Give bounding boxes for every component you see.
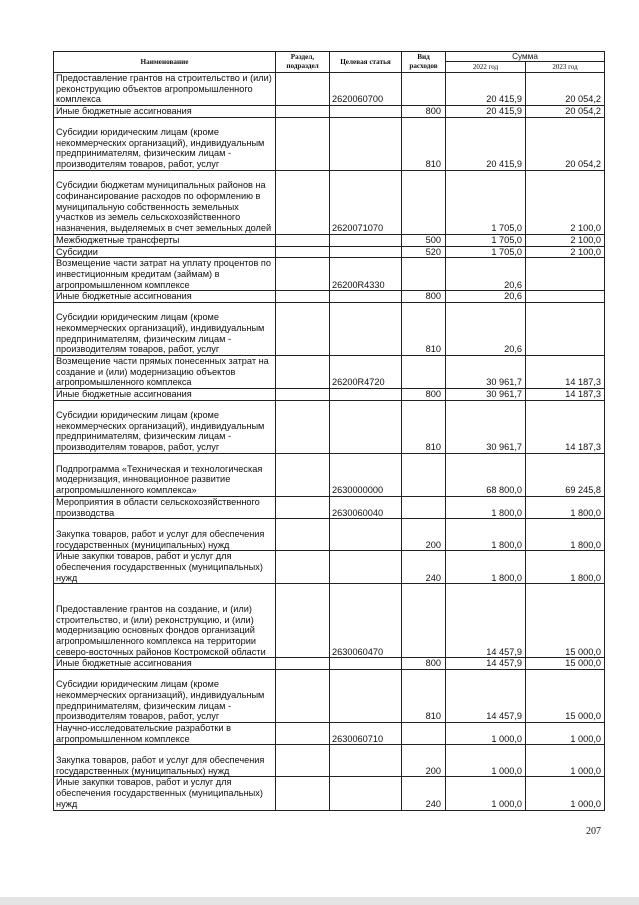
column-header-sum: Сумма <box>446 52 605 62</box>
row-target-article <box>330 658 402 670</box>
row-sum-2022: 14 457,9 <box>446 584 526 658</box>
row-sum-2022: 1 705,0 <box>446 234 526 246</box>
row-section <box>276 170 330 234</box>
page-number: 207 <box>586 826 601 837</box>
row-sum-2022: 20 415,9 <box>446 106 526 118</box>
table-row <box>54 291 605 303</box>
row-sum-2022: 20,6 <box>446 258 526 291</box>
table-row <box>54 106 605 118</box>
table-row <box>54 777 605 810</box>
row-section <box>276 519 330 551</box>
row-target-article <box>330 670 402 723</box>
row-sum-2022: 1 000,0 <box>446 777 526 810</box>
row-section <box>276 117 330 170</box>
row-sum-2023: 20 054,2 <box>526 106 605 118</box>
row-name: Иные бюджетные ассигнования <box>54 106 276 118</box>
table-row <box>54 234 605 246</box>
row-sum-2023: 14 187,3 <box>526 356 605 389</box>
table-row <box>54 117 605 170</box>
row-section <box>276 670 330 723</box>
row-target-article <box>330 551 402 584</box>
row-name: Межбюджетные трансферты <box>54 234 276 246</box>
row-name: Иные закупки товаров, работ и услуг для обеспечения государственных (муниципальных) нужд <box>54 777 276 810</box>
row-expense-type: 800 <box>402 658 446 670</box>
row-expense-type: 200 <box>402 519 446 551</box>
row-name: Подпрограмма «Техническая и технологическая модернизация, инновационное развитие агропромышленного комплекса» <box>54 453 276 496</box>
row-name: Субсидии бюджетам муниципальных районов на софинансирование расходов по оформлению в муниципальную собственность земельных участков из земель сельскохозяйственного назначения, выделяемых в счет земельных долей <box>54 170 276 234</box>
row-sum-2023: 1 000,0 <box>526 723 605 745</box>
row-name: Мероприятия в области сельскохозяйственного производства <box>54 496 276 518</box>
row-expense-type: 810 <box>402 117 446 170</box>
table-row <box>54 389 605 401</box>
column-header-target: Целевая статья <box>330 52 402 73</box>
row-target-article <box>330 519 402 551</box>
column-header-section: Раздел, подраздел <box>276 52 330 73</box>
row-name: Возмещение части прямых понесенных затрат на создание и (или) модернизацию объектов агропромышленного комплекса <box>54 356 276 389</box>
scan-edge-strip <box>0 897 639 905</box>
row-target-article <box>330 389 402 401</box>
row-target-article: 2630060470 <box>330 584 402 658</box>
table-row <box>54 453 605 496</box>
row-name: Закупка товаров, работ и услуг для обеспечения государственных (муниципальных) нужд <box>54 745 276 777</box>
row-target-article <box>330 246 402 258</box>
row-sum-2023: 2 100,0 <box>526 170 605 234</box>
row-section <box>276 258 330 291</box>
row-target-article <box>330 745 402 777</box>
row-expense-type: 520 <box>402 246 446 258</box>
row-sum-2023 <box>526 291 605 303</box>
row-section <box>276 73 330 106</box>
row-section <box>276 658 330 670</box>
row-target-article: 2620071070 <box>330 170 402 234</box>
row-expense-type <box>402 170 446 234</box>
table-row <box>54 723 605 745</box>
row-sum-2023: 1 800,0 <box>526 551 605 584</box>
row-section <box>276 234 330 246</box>
table-row <box>54 400 605 453</box>
row-section <box>276 106 330 118</box>
table-row <box>54 658 605 670</box>
row-expense-type <box>402 258 446 291</box>
row-name: Иные закупки товаров, работ и услуг для обеспечения государственных (муниципальных) нужд <box>54 551 276 584</box>
row-target-article: 2630060710 <box>330 723 402 745</box>
row-section <box>276 453 330 496</box>
row-name: Субсидии юридическим лицам (кроме некоммерческих организаций), индивидуальным предпринимателям, физическим лицам - производителям товаров, работ, услуг <box>54 670 276 723</box>
row-sum-2023: 69 245,8 <box>526 453 605 496</box>
row-sum-2023: 15 000,0 <box>526 584 605 658</box>
table-row <box>54 496 605 518</box>
budget-table <box>53 51 605 811</box>
row-section <box>276 303 330 356</box>
row-section <box>276 356 330 389</box>
table-row <box>54 519 605 551</box>
column-header-year-2023: 2023 год <box>526 62 605 73</box>
row-expense-type: 500 <box>402 234 446 246</box>
row-section <box>276 496 330 518</box>
column-header-name: Наименование <box>54 52 276 73</box>
row-sum-2023: 15 000,0 <box>526 670 605 723</box>
row-name: Возмещение части затрат на уплату процентов по инвестиционным кредитам (займам) в агропромышленном комплексе <box>54 258 276 291</box>
row-sum-2022: 20,6 <box>446 291 526 303</box>
row-sum-2022: 14 457,9 <box>446 670 526 723</box>
row-target-article <box>330 291 402 303</box>
table-row <box>54 670 605 723</box>
row-sum-2023: 20 054,2 <box>526 117 605 170</box>
column-header-year-2022: 2022 год <box>446 62 526 73</box>
row-expense-type: 810 <box>402 670 446 723</box>
row-sum-2023: 2 100,0 <box>526 246 605 258</box>
row-expense-type: 810 <box>402 400 446 453</box>
row-section <box>276 246 330 258</box>
row-expense-type: 240 <box>402 551 446 584</box>
row-target-article: 26200R4330 <box>330 258 402 291</box>
row-name: Субсидии юридическим лицам (кроме некоммерческих организаций), индивидуальным предпринимателям, физическим лицам - производителям товаров, работ, услуг <box>54 400 276 453</box>
row-name: Субсидии юридическим лицам (кроме некоммерческих организаций), индивидуальным предпринимателям, физическим лицам - производителям товаров, работ, услуг <box>54 303 276 356</box>
row-sum-2022: 20 415,9 <box>446 117 526 170</box>
row-sum-2022: 1 800,0 <box>446 551 526 584</box>
row-section <box>276 723 330 745</box>
row-section <box>276 551 330 584</box>
row-target-article <box>330 106 402 118</box>
row-sum-2023: 14 187,3 <box>526 400 605 453</box>
row-sum-2023: 1 800,0 <box>526 496 605 518</box>
row-target-article <box>330 400 402 453</box>
row-expense-type <box>402 584 446 658</box>
table-row <box>54 745 605 777</box>
row-target-article: 2620060700 <box>330 73 402 106</box>
row-sum-2022: 30 961,7 <box>446 356 526 389</box>
row-sum-2023: 1 000,0 <box>526 745 605 777</box>
table-row <box>54 356 605 389</box>
row-expense-type <box>402 356 446 389</box>
table-row <box>54 170 605 234</box>
row-name: Иные бюджетные ассигнования <box>54 389 276 401</box>
row-name: Научно-исследовательские разработки в агропромышленном комплексе <box>54 723 276 745</box>
row-name: Закупка товаров, работ и услуг для обеспечения государственных (муниципальных) нужд <box>54 519 276 551</box>
row-sum-2022: 1 000,0 <box>446 723 526 745</box>
row-sum-2022: 1 800,0 <box>446 496 526 518</box>
row-name: Иные бюджетные ассигнования <box>54 658 276 670</box>
table-body <box>54 73 605 811</box>
row-expense-type: 810 <box>402 303 446 356</box>
row-section <box>276 777 330 810</box>
row-section <box>276 584 330 658</box>
column-header-expense-type: Вид расходов <box>402 52 446 73</box>
row-sum-2023: 1 000,0 <box>526 777 605 810</box>
row-sum-2023: 15 000,0 <box>526 658 605 670</box>
row-sum-2023: 2 100,0 <box>526 234 605 246</box>
row-sum-2023 <box>526 258 605 291</box>
row-target-article <box>330 117 402 170</box>
row-name: Субсидии <box>54 246 276 258</box>
row-sum-2023: 20 054,2 <box>526 73 605 106</box>
row-name: Иные бюджетные ассигнования <box>54 291 276 303</box>
row-target-article <box>330 777 402 810</box>
row-sum-2022: 1 705,0 <box>446 170 526 234</box>
row-expense-type <box>402 723 446 745</box>
row-sum-2022: 20 415,9 <box>446 73 526 106</box>
row-expense-type: 200 <box>402 745 446 777</box>
row-sum-2022: 14 457,9 <box>446 658 526 670</box>
row-name: Предоставление грантов на строительство и (или) реконструкцию объектов агропромышленного комплекса <box>54 73 276 106</box>
row-target-article: 2630060040 <box>330 496 402 518</box>
row-sum-2022: 1 800,0 <box>446 519 526 551</box>
row-sum-2022: 30 961,7 <box>446 400 526 453</box>
row-expense-type: 800 <box>402 389 446 401</box>
row-expense-type: 800 <box>402 106 446 118</box>
row-sum-2023 <box>526 303 605 356</box>
row-target-article <box>330 303 402 356</box>
row-expense-type <box>402 453 446 496</box>
table-row <box>54 258 605 291</box>
row-sum-2022: 20,6 <box>446 303 526 356</box>
row-sum-2022: 1 705,0 <box>446 246 526 258</box>
row-expense-type <box>402 496 446 518</box>
row-section <box>276 745 330 777</box>
table-row <box>54 246 605 258</box>
row-section <box>276 400 330 453</box>
table-row <box>54 303 605 356</box>
row-sum-2023: 1 800,0 <box>526 519 605 551</box>
row-sum-2023: 14 187,3 <box>526 389 605 401</box>
table-row <box>54 584 605 658</box>
table-row <box>54 551 605 584</box>
table-header <box>54 52 605 73</box>
row-target-article <box>330 234 402 246</box>
row-name: Субсидии юридическим лицам (кроме некоммерческих организаций), индивидуальным предпринимателям, физическим лицам - производителям товаров, работ, услуг <box>54 117 276 170</box>
row-expense-type <box>402 73 446 106</box>
row-name: Предоставление грантов на создание, и (или) строительство, и (или) реконструкцию, и (или) модернизацию основных фондов организаций агропромышленного комплекса на территории северо-восточных районов Костромской области <box>54 584 276 658</box>
row-sum-2022: 68 800,0 <box>446 453 526 496</box>
row-target-article: 2630000000 <box>330 453 402 496</box>
row-sum-2022: 30 961,7 <box>446 389 526 401</box>
row-expense-type: 240 <box>402 777 446 810</box>
row-expense-type: 800 <box>402 291 446 303</box>
table-row <box>54 73 605 106</box>
row-sum-2022: 1 000,0 <box>446 745 526 777</box>
row-section <box>276 389 330 401</box>
row-target-article: 26200R4720 <box>330 356 402 389</box>
row-section <box>276 291 330 303</box>
